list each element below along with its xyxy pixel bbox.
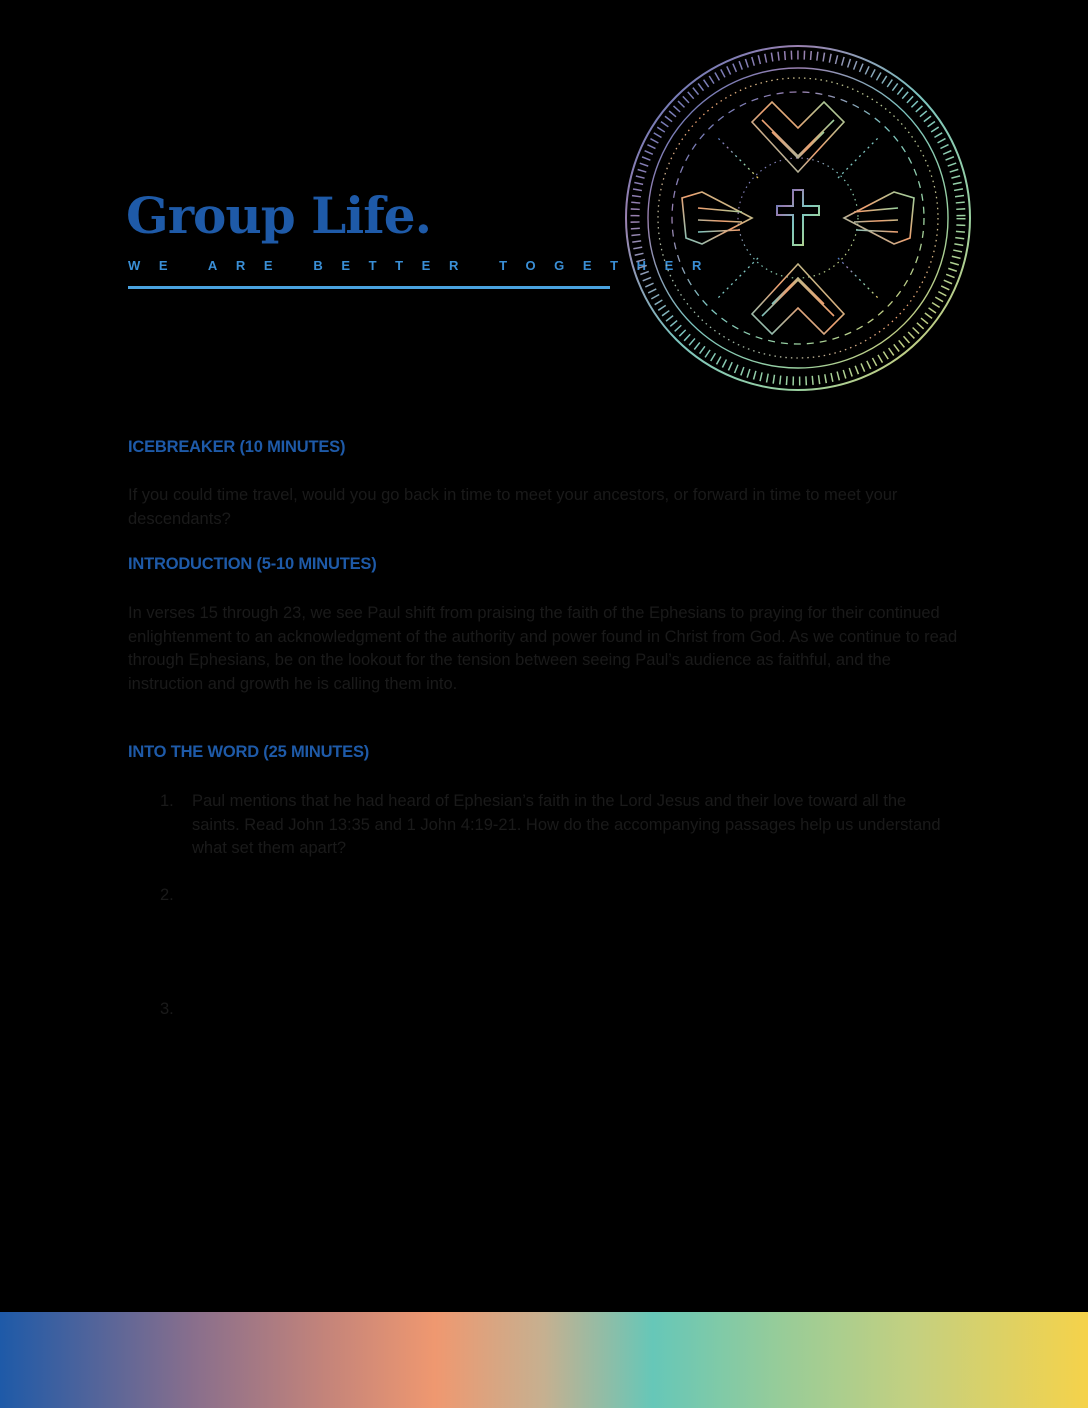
introduction-text: In verses 15 through 23, we see Paul shift from praising the faith of the Ephesians to praying for their continued enlightenment to an acknowledgment of the authority and power found in Christ from God. As we continue to read through Ephesians, be on the lookout for the tension between seeing Paul’s audience as faithful, and the instruction and growth he is calling them into. xyxy=(128,604,958,693)
question-number: 3. xyxy=(160,1000,174,1018)
introduction-heading: INTRODUCTION (5-10 MINUTES) xyxy=(128,555,377,573)
icebreaker-text: If you could time travel, would you go back in time to meet your ancestors, or forward in time to meet your descendants? xyxy=(128,486,898,528)
group-life-title: Group Life. xyxy=(126,186,431,245)
question-number: 2. xyxy=(160,886,174,904)
cross-hands-emblem-icon xyxy=(622,42,974,394)
icebreaker-heading: ICEBREAKER (10 MINUTES) xyxy=(128,438,346,456)
tagline-underline xyxy=(128,286,610,289)
question-number: 1. xyxy=(160,792,174,810)
footer-gradient-bar xyxy=(0,1312,1088,1408)
into-the-word-heading: INTO THE WORD (25 MINUTES) xyxy=(128,743,370,761)
question-text: Paul mentions that he had heard of Ephesian’s faith in the Lord Jesus and their love toward all the saints. Read John 13:35 and 1 John 4:19-21. How do the accompanying passages help us understand what set them apart? xyxy=(192,792,941,857)
tagline: WE ARE BETTER TOGETHER xyxy=(128,258,720,273)
